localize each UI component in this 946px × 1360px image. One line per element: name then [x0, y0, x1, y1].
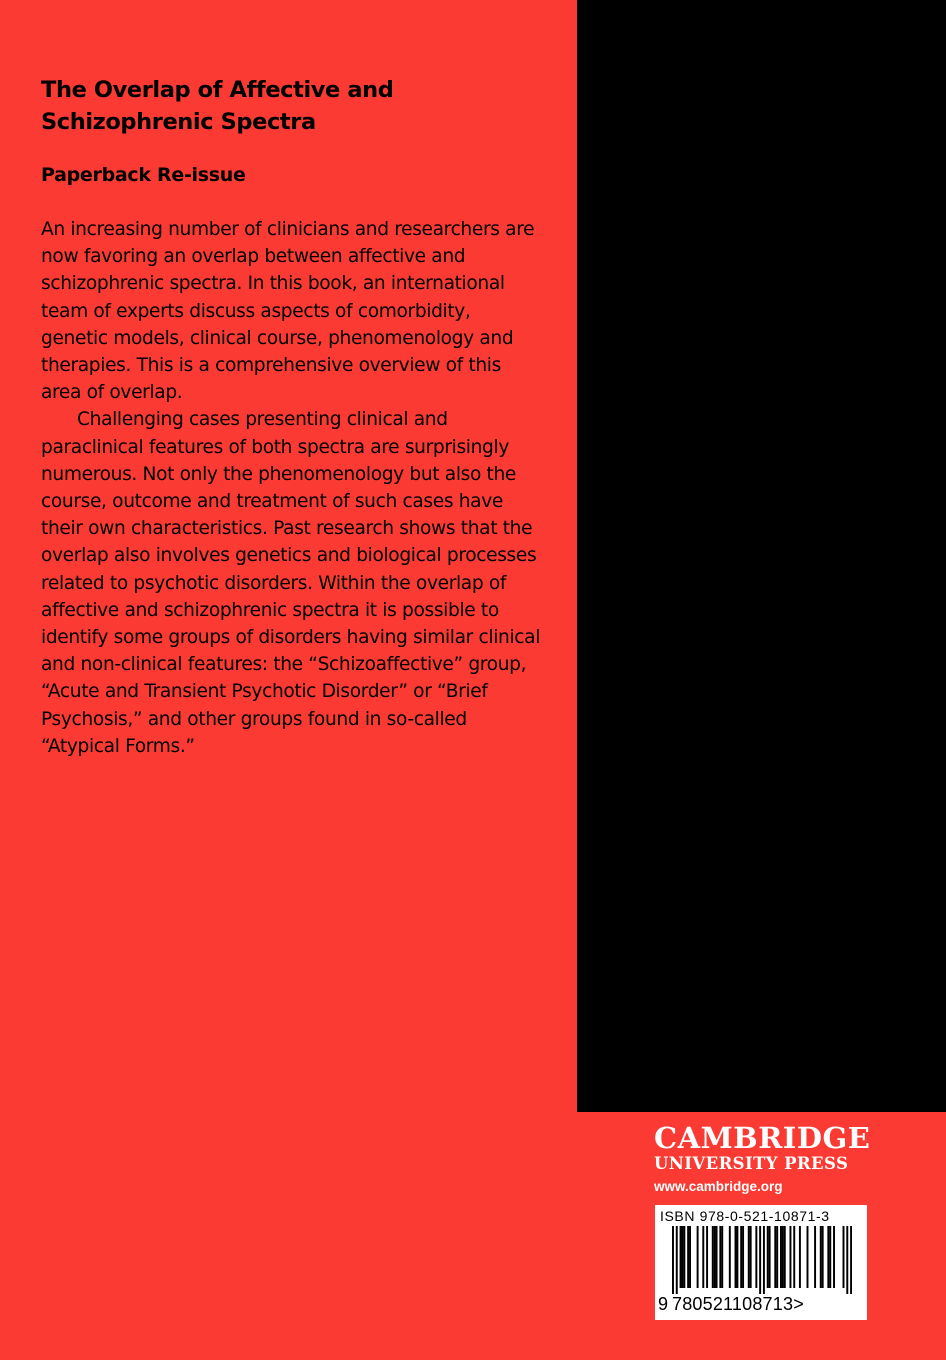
barcode-bar	[712, 1226, 714, 1288]
isbn-barcode-box	[655, 1205, 867, 1320]
barcode-bar	[843, 1226, 845, 1288]
barcode-bar	[827, 1226, 829, 1288]
book-title: The Overlap of Affective and Schizophrenic Spectra	[41, 77, 394, 135]
barcode-bar	[763, 1226, 765, 1294]
barcode-bar	[714, 1226, 716, 1288]
barcode-bar	[729, 1226, 731, 1288]
barcode-bar	[807, 1226, 809, 1288]
barcode-bar	[750, 1226, 752, 1288]
barcode-bar	[719, 1226, 721, 1288]
barcode-bar	[850, 1226, 852, 1294]
barcode-bar	[767, 1226, 769, 1288]
edition-subtitle: Paperback Re-issue	[41, 164, 246, 186]
barcode-bar	[721, 1226, 723, 1288]
barcode-bar	[769, 1226, 771, 1288]
barcode-bar	[706, 1226, 708, 1288]
barcode-bar	[697, 1226, 699, 1288]
barcode-bar	[683, 1226, 685, 1288]
barcode-bar	[759, 1226, 761, 1294]
barcode-end-mark: >	[793, 1294, 804, 1314]
barcode-bar	[820, 1226, 822, 1288]
barcode-bar	[799, 1226, 801, 1288]
barcode-bar	[776, 1226, 778, 1288]
barcode-main-digits: 780521108713	[672, 1294, 794, 1314]
barcode-bar	[755, 1226, 757, 1288]
barcode-bar	[782, 1226, 784, 1288]
publisher-press: UNIVERSITY PRESS	[654, 1154, 849, 1173]
barcode-bar	[822, 1226, 824, 1288]
barcode	[672, 1226, 852, 1294]
blurb-paragraph-1: An increasing number of clinicians and researchers are now favoring an overlap between affective and schizophrenic spectra. In this book, an international team of experts discuss aspects of comorbidity, genetic models, clinical course, phenomenology and therapies. This is a comprehensive overview of this area of overlap.	[41, 219, 535, 404]
barcode-bar	[676, 1226, 678, 1294]
barcode-bar	[814, 1226, 816, 1288]
barcode-bar	[793, 1226, 795, 1288]
barcode-bar	[846, 1226, 848, 1294]
barcode-bar	[672, 1226, 674, 1294]
barcode-bar	[829, 1226, 831, 1288]
barcode-first-digit: 9	[658, 1294, 669, 1314]
barcode-digits	[658, 1294, 862, 1314]
barcode-bar	[702, 1226, 704, 1288]
barcode-bar	[780, 1226, 782, 1288]
barcode-bar	[736, 1226, 738, 1288]
isbn-label: ISBN 978-0-521-10871-3	[660, 1208, 830, 1224]
blurb	[41, 216, 541, 760]
barcode-bar	[740, 1226, 742, 1288]
barcode-bar	[680, 1226, 682, 1288]
barcode-bar	[774, 1226, 776, 1288]
blurb-paragraph-2: Challenging cases presenting clinical and paraclinical features of both spectra are surprisingly numerous. Not only the phenomenology but also the course, outcome and treatment of such cases have their own characteristics. Past research shows that the overlap also involves genetics and biological processes related to psychotic disorders. Within the overlap of affective and schizophrenic spectra it is possible to identify some groups of disorders having similar clinical and non-clinical features: the “Schizoaffective” group, “Acute and Transient Psychotic Disorder” or “Brief Psychosis,” and other groups found in so-called “Atypical Forms.”	[41, 409, 541, 757]
barcode-bar	[789, 1226, 791, 1288]
barcode-bar	[742, 1226, 744, 1288]
barcode-bar	[784, 1226, 786, 1288]
barcode-bar	[833, 1226, 835, 1288]
barcode-bar	[681, 1226, 683, 1288]
barcode-bar	[687, 1226, 689, 1288]
publisher-url: www.cambridge.org	[654, 1179, 783, 1194]
barcode-bar	[716, 1226, 718, 1288]
publisher-logo	[654, 1121, 870, 1197]
publisher-name: CAMBRIDGE	[654, 1121, 871, 1155]
barcode-bar	[748, 1226, 750, 1288]
black-panel	[577, 0, 946, 1112]
barcode-bar	[735, 1226, 737, 1288]
barcode-bar	[689, 1226, 691, 1288]
